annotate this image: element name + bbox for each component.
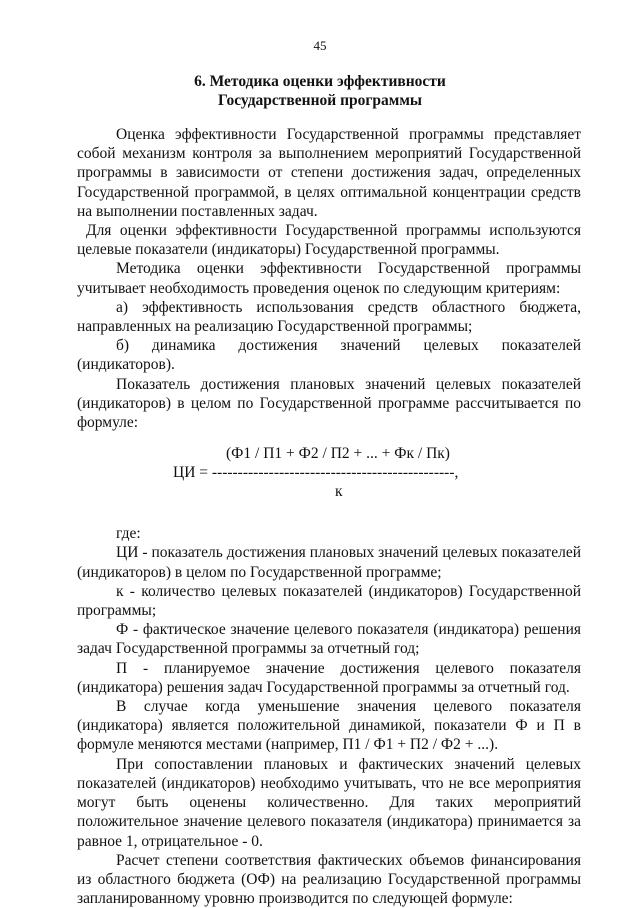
definition-p: П - планируемое значение достижения целевого показателя (индикатора) решения задач Государственной программы за отчетный год. <box>77 659 581 696</box>
formula-lhs: ЦИ = -----------------------------------------------, <box>173 464 459 482</box>
criterion-b: б) динамика достижения значений целевых показателей (индикаторов). <box>77 337 581 374</box>
formula-denominator: к <box>335 483 343 501</box>
paragraph-indicators: Для оценки эффективности Государственной программы используются целевые показатели (индикаторы) Государственной программы. <box>77 222 581 259</box>
definitions-where: где: <box>116 525 141 543</box>
document-body <box>77 125 581 908</box>
definition-k: к - количество целевых показателей (индикаторов) Государственной программы; <box>77 582 581 620</box>
section-title <box>0 72 640 110</box>
paragraph-criteria: Методика оценки эффективности Государственной программы учитывает необходимость проведения оценок по следующим критериям: <box>77 260 581 297</box>
formula <box>77 444 581 510</box>
formula-numerator: (Ф1 / П1 + Ф2 / П2 + ... + Фк / Пк) <box>226 445 450 463</box>
paragraph-funding: Расчет степени соответствия фактических объемов финансирования из областного бюджета (ОФ) на реализацию Государственной программы запланированному уровню производится по следующей формуле: <box>77 851 581 908</box>
paragraph-formula-intro: Показатель достижения плановых значений целевых показателей (индикаторов) в целом по Государственной программе рассчитывается по формуле: <box>77 375 581 432</box>
definition-f: Ф - фактическое значение целевого показателя (индикатора) решения задач Государственной программы за отчетный год; <box>77 621 581 658</box>
paragraph-qualitative: При сопоставлении плановых и фактических значений целевых показателей (индикаторов) необходимо учитывать, что не все мероприятия могут быть оценены количественно. Для таких мероприятий положительное значение целевого показателя (индикатора) принимается за равное 1, отрицательное - 0. <box>77 755 581 850</box>
section-title-line-2: Государственной программы <box>218 92 422 109</box>
criterion-a: а) эффективность использования средств областного бюджета, направленных на реализацию Государственной программы; <box>77 298 581 336</box>
paragraph-reverse-case: В случае когда уменьшение значения целевого показателя (индикатора) является положительной динамикой, показатели Ф и П в формуле меняются местами (например, П1 / Ф1 + П2 / Ф2 + ...). <box>77 698 581 754</box>
section-title-line-1: 6. Методика оценки эффективности <box>194 73 446 90</box>
definition-ci: ЦИ - показатель достижения плановых значений целевых показателей (индикаторов) в целом по Государственной программе; <box>77 544 581 581</box>
paragraph-intro: Оценка эффективности Государственной программы представляет собой механизм контроля за выполнением мероприятий Государственной программы в зависимости от степени достижения задач, определенных Государственной программой, в целях оптимальной концентрации средств на выполнении поставленных задач. <box>77 126 581 220</box>
page-number: 45 <box>313 38 327 53</box>
